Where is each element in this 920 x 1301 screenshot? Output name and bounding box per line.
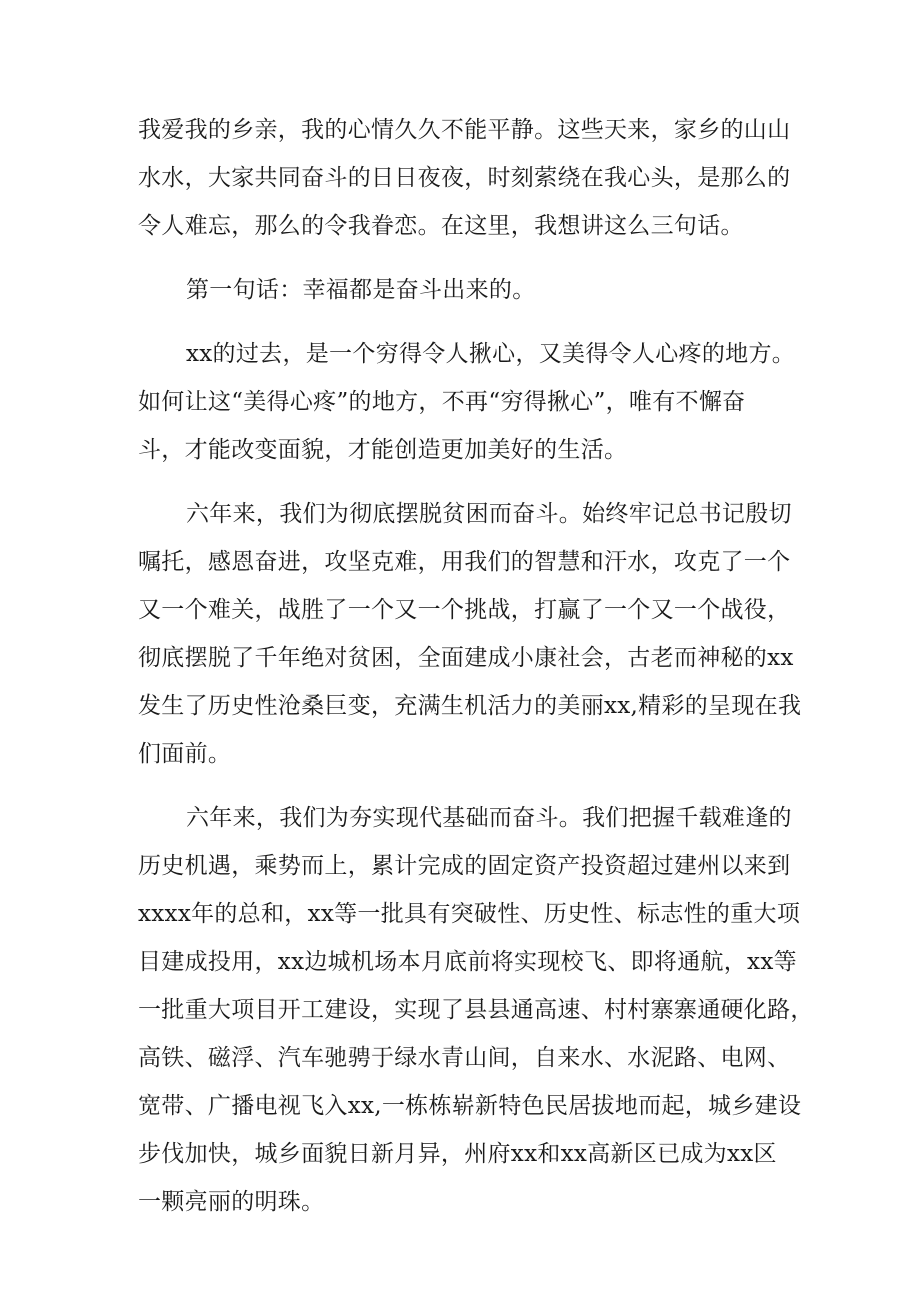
text-line: 令人难忘，那么的令我眷恋。在这里，我想讲这么三句话。 (138, 213, 744, 239)
text-line: xxxx年的总和，xx等一批具有突破性、历史性、标志性的重大项 (138, 901, 801, 927)
text-line: 发生了历史性沧桑巨变，充满生机活力的美丽xx,精彩的呈现在我 (138, 693, 802, 719)
text-line: 水水，大家共同奋斗的日日夜夜，时刻萦绕在我心头，是那么的 (138, 165, 791, 191)
text-line: 步伐加快，城乡面貌日新月异，州府xx和xx高新区已成为xx区 (138, 1141, 777, 1167)
section-sentence: 第一句话：幸福都是奋斗出来的。 (186, 277, 536, 303)
text-line: 六年来，我们为彻底摆脱贫困而奋斗。始终牢记总书记殷切 (186, 501, 792, 527)
text-line: 高铁、磁浮、汽车驰骋于绿水青山间，自来水、水泥路、电网、 (138, 1045, 791, 1071)
text-line: 彻底摆脱了千年绝对贫困，全面建成小康社会，古老而神秘的xx (138, 645, 794, 671)
text-line: 六年来，我们为夯实现代基础而奋斗。我们把握千载难逢的 (186, 805, 792, 831)
text-line: 我爱我的乡亲，我的心情久久不能平静。这些天来，家乡的山山 (138, 117, 791, 143)
text-line: 历史机遇，乘势而上，累计完成的固定资产投资超过建州以来到 (138, 853, 791, 879)
text-line: 宽带、广播电视飞入xx,一栋栋崭新特色民居拔地而起，城乡建设 (138, 1093, 802, 1119)
text-line: 又一个难关，战胜了一个又一个挑战，打赢了一个又一个战役， (138, 597, 791, 623)
text-line: 如何让这“美得心疼”的地方，不再“穷得揪心”，唯有不懈奋 (138, 389, 746, 415)
text-line: 一批重大项目开工建设，实现了县县通高速、村村寨寨通硬化路， (138, 997, 814, 1023)
text-line: 一颗亮丽的明珠。 (138, 1189, 325, 1215)
text-line: xx的过去，是一个穷得令人揪心，又美得令人心疼的地方。 (186, 341, 796, 367)
text-line: 们面前。 (138, 741, 232, 767)
text-line: 目建成投用，xx边城机场本月底前将实现校飞、即将通航，xx等 (138, 949, 797, 975)
text-line: 斗，才能改变面貌，才能创造更加美好的生活。 (138, 437, 628, 463)
text-line: 嘱托，感恩奋进，攻坚克难，用我们的智慧和汗水，攻克了一个 (138, 549, 791, 575)
